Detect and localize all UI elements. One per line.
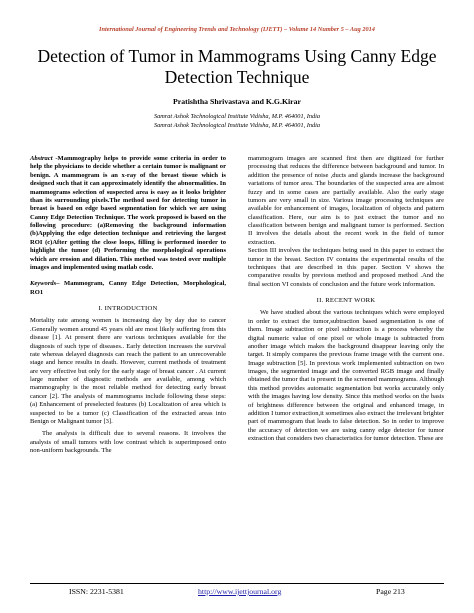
abstract-text: -Mammography helps to provide some criteria in order to help the physicians to decide whether a certain tumor is malignant or benign. A mammogram is an x-ray of the breast tissue which is designed such that it can approximately identify the abnormalities. In mammograms selection of suspected area is easy as it looks brighter than its surrounding pixels.The method used for detecting tumor in breast is based on edge based segmentation for which we are using Canny Edge Detection Technique. The work proposed is based on the following procedure: (a)Removing the background information (b)Applying the edge detection technique and retrieving the largest ROI (c)After getting the close loops, filling is performed inorder to highlight the tumor (d) Performing the morphological operations which are erosion and dilation. This method was tested over multiple images and implemented using matlab code. bbox=[30, 155, 226, 271]
page-number: Page 213 bbox=[376, 587, 405, 596]
paper-authors: Pratishtha Shrivastava and K.G.Kirar bbox=[172, 97, 301, 106]
author-affiliation: Samrat Ashok Technological Institute Vidisha, M.P. 464001, India bbox=[153, 113, 321, 120]
abstract bbox=[30, 155, 226, 272]
recent-work-paragraph: We have studied about the various techniques which were employed in order to extract the tumor,subtraction based segmentation is one of them. Image subtraction or pixel subtraction is a process whereby the digital numeric value of one pixel or whole image is subtracted from another image which makes the background disappear leaving only the target. It simply compares the previous frame image with the current one. Image subtraction [5]. In previous work implemented subtraction on two images, the segmented image and the converted RGB image and finally obtained the tumor that is present in the screened mammograms. Although this method provides automatic segmentation but works accurately only with the images having low density. Since this method works on the basis of brightness difference between the original and enhanced image, in addition I tumor extraction,it sometimes also extract the irrelevant brighter part of mammogram that leads to false detection. So in order to improve the accuracy of detection we are using canny edge detector for tumor extraction that considers two characteristics for tumor detection. These are bbox=[248, 309, 444, 442]
section-heading-introduction: I. INTRODUCTION bbox=[98, 305, 158, 312]
author-affiliation: Samrat Ashok Technological Institute Vidisha, M.P. 464001, India bbox=[153, 122, 321, 129]
body-paragraph: mammogram images are scanned first then are digitized for further processing that reduces the difference between background and tumor. In addition the presence of noise ,ducts and glands increase the background variations of tumor area. The boundaries of the suspected area are almost fuzzy and in some cases are partially available. Also the early stage tumors are very small in size. Various image processing techniques are available for enhancement of images, localization of objects and pattern classification. Here, our aim is to just extract the tumor and no classification between benign and malignant tumor is performed. Section II involves the details about the recent work in the field of tumor extraction. bbox=[248, 155, 444, 246]
abstract-label: Abstract bbox=[30, 155, 53, 162]
body-paragraph: Section III involves the techniques being used in this paper to extract the tumor in the breast. Section IV contains the experimental results of the techniques that are described in this paper. Section V shows the comparative results by previous method and proposed method .And the final section VI consists of conclusion and the future work information. bbox=[248, 247, 444, 288]
journal-url-link[interactable]: http://www.ijettjournal.org bbox=[198, 587, 282, 596]
issn-number: ISSN: 2231-5381 bbox=[69, 587, 124, 596]
left-column bbox=[30, 155, 226, 455]
keywords bbox=[30, 280, 226, 297]
keywords-text: – Mammogram, Canny Edge Detection, Morphological, RO1 bbox=[30, 280, 226, 296]
keywords-label: Keywords bbox=[30, 280, 57, 288]
paper-title: Detection of Tumor in Mammograms Using Canny Edge Detection Technique bbox=[37, 46, 437, 87]
intro-paragraph: The analysis is difficult due to several reasons. It involves the analysis of small tumors with low contrast which is superimposed onto non-uniform backgrounds. The bbox=[30, 430, 226, 454]
footer-divider bbox=[30, 583, 444, 584]
page-footer bbox=[30, 587, 444, 599]
intro-paragraph: Mortality rate among women is increasing day by day due to cancer .Generally women around 45 years old are most likely suffering from this disease [1]. At present there are various techniques available for the diagnosis of such type of diseases.. Early detection increases the survival rate whereas delayed diagnosis can reach the patient to an unrecoverable stage and hence results in death. However, current methods of treatment are very effective but only for the early stage of breast cancer . At current large number of diagnostic methods are available, among which mammography is the most reliable method for detecting early breast cancer [2]. The analysis of mammograms include following these steps: (a) Enhancement of preselected features (b) Localization of area which is suspected to be a tumor (c) Classification of the extracted areas into Benign or Malignant tumor [3]. bbox=[30, 317, 226, 425]
section-heading-recent-work: II. RECENT WORK bbox=[316, 297, 376, 304]
right-column bbox=[248, 155, 444, 443]
journal-header: International Journal of Engineering Trends and Technology (IJETT) – Volume 14 Number 5 – Aug 2014 bbox=[99, 26, 375, 33]
